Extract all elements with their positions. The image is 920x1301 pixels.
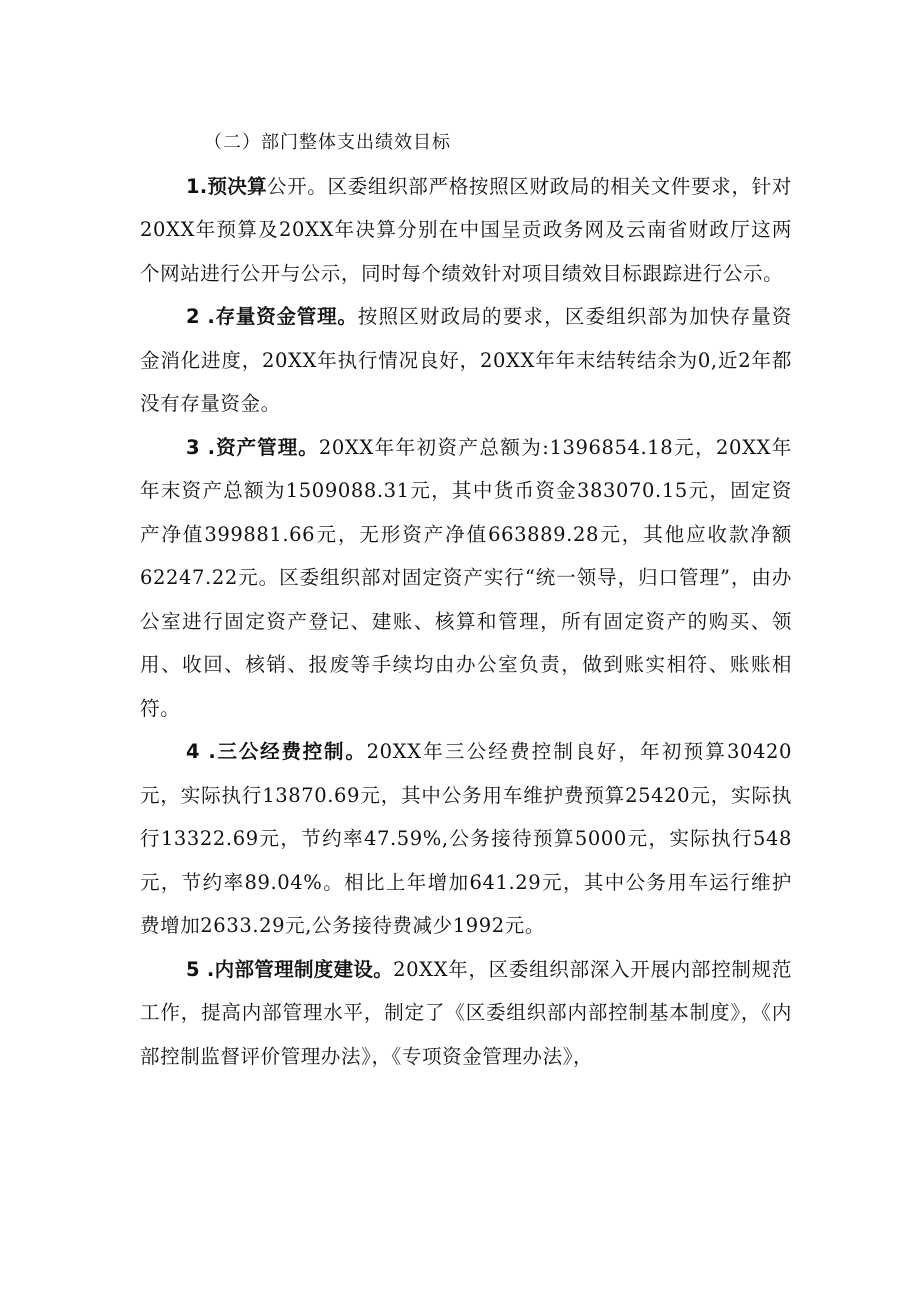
section-heading: （二）部门整体支出绩效目标 (204, 132, 451, 153)
paragraph-body: 20XX年三公经费控制良好，年初预算30420元，实际执行13870.69元，其中公务用车维护费预算25420元，实际执行13322.69元，节约率47.59%,公务接待预算5000元，实际执行548元，节约率89.04%。相比上年增加641.29元，其中公务用车运行维护费增加2633.29元,公务接待费减少1992元。 (140, 740, 792, 937)
paragraph-lead: 4 .三公经费控制。 (186, 740, 367, 763)
paragraph-body: 20XX年，区委组织部深入开展内部控制规范工作，提高内部管理水平，制定了《区委组织部内部控制基本制度》，《内部控制监督评价管理办法》，《专项资金管理办法》， (140, 957, 792, 1068)
paragraph-body: 20XX年年初资产总额为:1396854.18元，20XX年年末资产总额为1509088.31元，其中货币资金383070.15元，固定资产净值399881.66元，无形资产净值663889.28元，其他应收款净额62247.22元。区委组织部对固定资产实行“统一领导，归口管理”，由办公室进行固定资产登记、建账、核算和管理，所有固定资产的购买、领用、收回、核销、报废等手续均由办公室负责，做到账实相符、账账相符。 (140, 435, 792, 720)
paragraph-budget-disclosure (140, 165, 792, 296)
paragraph-body: 按照区财政局的要求，区委组织部为加快存量资金消化进度，20XX年执行情况良好，20XX年年末结转结余为0,近2年都没有存量资金。 (140, 305, 793, 415)
paragraph-three-public-expenses (140, 730, 792, 948)
document-body (140, 121, 792, 1078)
paragraph-internal-controls (140, 948, 792, 1079)
paragraph-lead: 5 .内部管理制度建设。 (186, 957, 394, 981)
paragraph-idle-funds (140, 295, 792, 426)
paragraph-lead: 2 .存量资金管理。 (186, 305, 358, 328)
paragraph-body: 公开。区委组织部严格按照区财政局的相关文件要求，针对20XX年预算及20XX年决算分别在中国呈贡政务网及云南省财政厅这两个网站进行公开与公示，同时每个绩效针对项目绩效目标跟踪进行公示。 (140, 174, 792, 285)
paragraph-lead: 3 .资产管理。 (186, 435, 319, 459)
paragraph-lead: 1.预决算 (186, 174, 267, 198)
paragraph-asset-management (140, 426, 792, 731)
